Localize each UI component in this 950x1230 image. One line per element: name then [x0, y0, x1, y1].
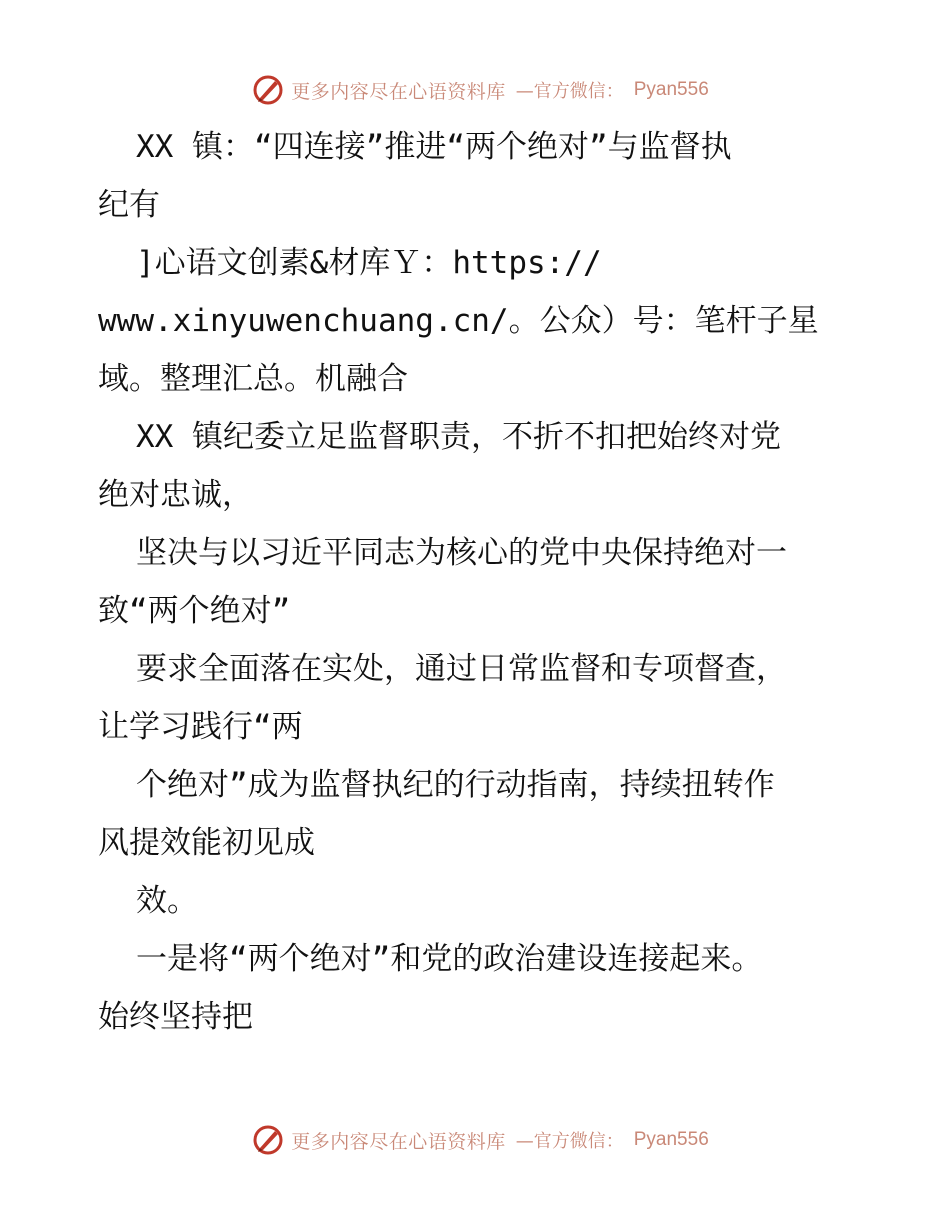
text-line: 风提效能初见成 — [98, 825, 315, 861]
footer-banner-content — [251, 1123, 709, 1157]
text-line: 一是将“两个绝对”和党的政治建设连接起来。 — [136, 941, 763, 977]
banner-separator: —官方微信： — [515, 81, 624, 102]
header-banner — [0, 70, 950, 110]
text-line: XX 镇：“四连接”推进“两个绝对”与监督执 — [136, 129, 732, 165]
text-line: 域。整理汇总。机融合 — [98, 361, 408, 397]
text-line: ]心语文创素&材库Ｙ：https:// — [136, 245, 602, 281]
banner-wechat-id: Pyan556 — [633, 79, 709, 100]
text-line: 效。 — [136, 883, 198, 919]
banner-title: 更多内容尽在心语资料库 — [291, 1130, 506, 1153]
text-line: 绝对忠诚， — [98, 477, 253, 513]
document-body — [98, 118, 858, 1046]
header-banner-content — [251, 73, 709, 107]
text-line: 坚决与以习近平同志为核心的党中央保持绝对一 — [136, 535, 787, 571]
text-line: 要求全面落在实处，通过日常监督和专项督查， — [136, 651, 787, 687]
text-line: XX 镇纪委立足监督职责，不折不扣把始终对党 — [136, 419, 781, 455]
text-line: 让学习践行“两 — [98, 709, 303, 745]
text-line: 始终坚持把 — [98, 999, 253, 1035]
pen-logo-icon — [251, 1123, 285, 1157]
footer-banner — [0, 1120, 950, 1160]
text-line: 纪有 — [98, 187, 160, 223]
pen-logo-icon — [251, 73, 285, 107]
banner-wechat-id: Pyan556 — [633, 1129, 709, 1150]
banner-title: 更多内容尽在心语资料库 — [291, 80, 506, 103]
text-line: 致“两个绝对” — [98, 593, 291, 629]
text-line: www.xinyuwenchuang.cn/。公众）号：笔杆子星 — [98, 303, 819, 339]
text-line: 个绝对”成为监督执纪的行动指南，持续扭转作 — [136, 767, 775, 803]
banner-separator: —官方微信： — [515, 1131, 624, 1152]
